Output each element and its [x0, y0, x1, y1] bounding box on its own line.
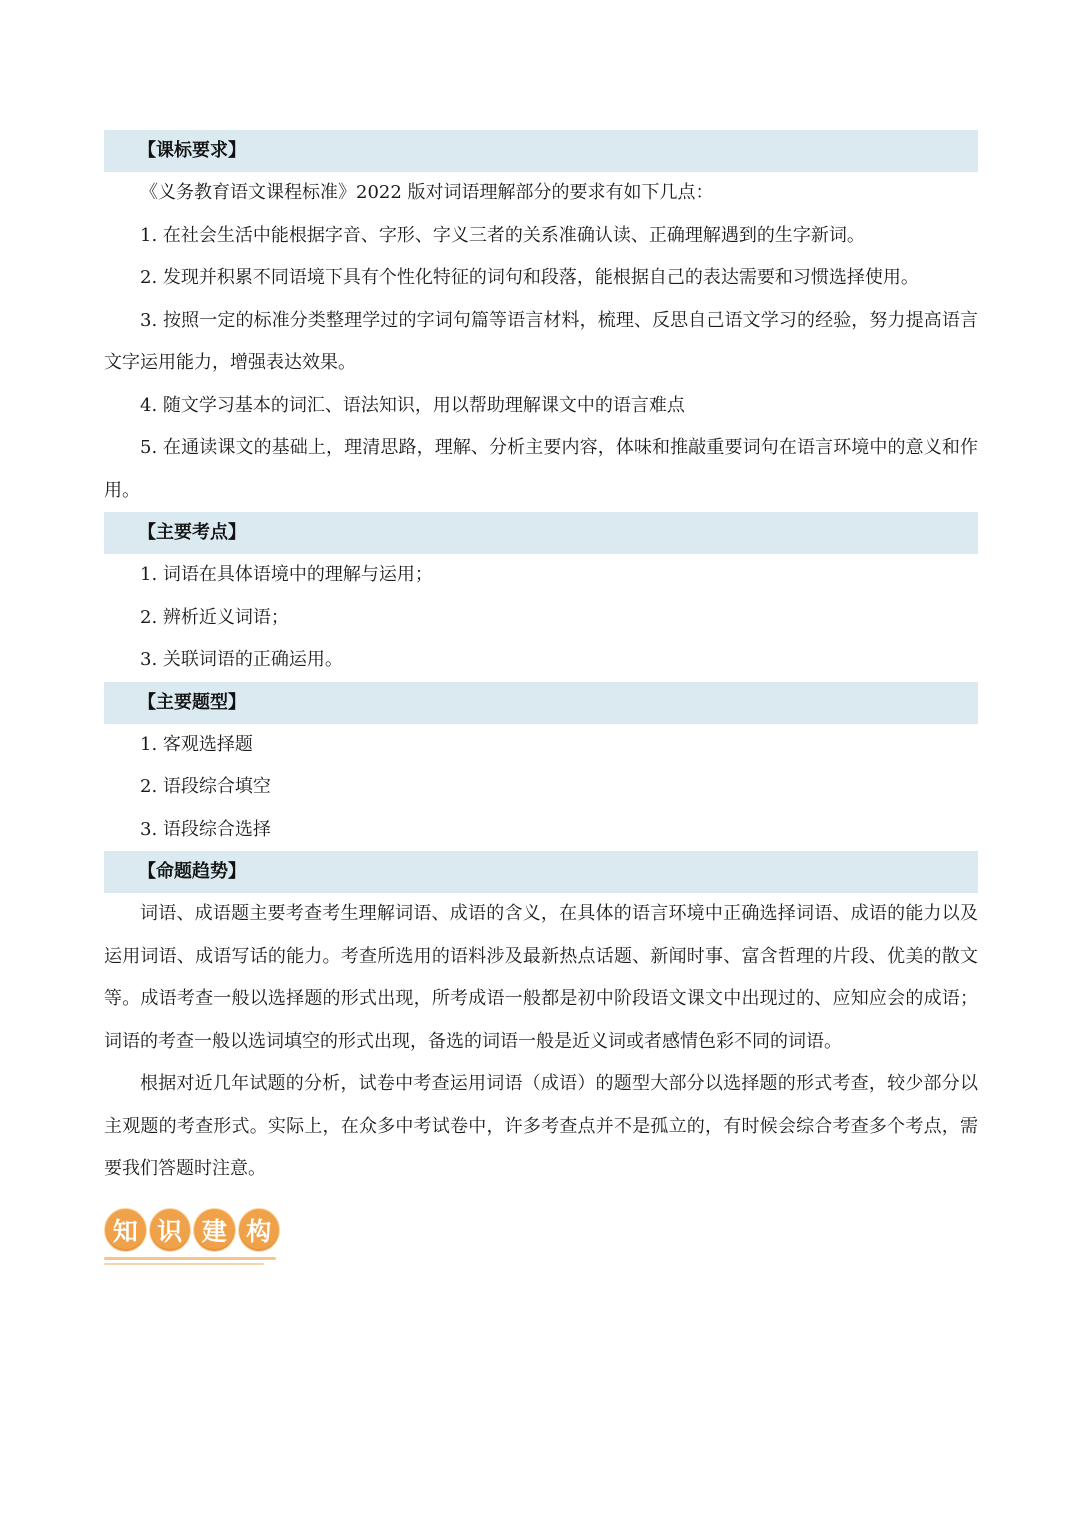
knowledge-structure-badge	[104, 1208, 280, 1264]
paragraph: 1. 词语在具体语境中的理解与运用；	[140, 564, 433, 585]
badge-chars	[104, 1208, 280, 1252]
paragraph: 3. 按照一定的标准分类整理学过的字词句篇等语言材料，梳理、反思自己语文学习的经验，努力提高语言文字运用能力，增强表达效果。	[104, 309, 978, 373]
section-header: 【主要考点】	[104, 512, 978, 554]
paragraph: 词语、成语题主要考查考生理解词语、成语的含义，在具体的语言环境中正确选择词语、成语的能力以及运用词语、成语写话的能力。考查所选用的语料涉及最新热点话题、新闻时事、富含哲理的片段、优美的散文等。成语考查一般以选择题的形式出现，所考成语一般都是初中阶段语文课文中出现过的、应知应会的成语；词语的考查一般以选词填空的形式出现，备选的词语一般是近义词或者感情色彩不同的词语。	[104, 903, 978, 1052]
paragraph: 3. 语段综合选择	[140, 818, 271, 840]
paragraph: 5. 在通读课文的基础上，理清思路，理解、分析主要内容，体味和推敲重要词句在语言环境中的意义和作用。	[104, 437, 978, 501]
section-header: 【课标要求】	[104, 130, 978, 172]
paragraph: 2. 发现并积累不同语境下具有个性化特征的词句和段落，能根据自己的表达需要和习惯选择使用。	[140, 267, 919, 288]
section-header: 【命题趋势】	[104, 851, 978, 893]
section-curriculum	[104, 130, 978, 512]
badge-char: 知	[104, 1208, 147, 1252]
paragraph: 2. 语段综合填空	[140, 776, 271, 797]
paragraph: 1. 在社会生活中能根据字音、字形、字义三者的关系准确认读、正确理解遇到的生字新词。	[140, 224, 865, 246]
section-trends	[104, 851, 978, 1191]
section-header: 【主要题型】	[104, 682, 978, 724]
paragraph: 3. 关联词语的正确运用。	[140, 649, 343, 670]
paragraph: 1. 客观选择题	[140, 733, 253, 755]
paragraph: 《义务教育语文课程标准》2022 版对词语理解部分的要求有如下几点：	[140, 182, 714, 203]
paragraph: 2. 辨析近义词语；	[140, 606, 289, 628]
section-question-types	[104, 682, 978, 852]
paragraph: 根据对近几年试题的分析，试卷中考查运用词语（成语）的题型大部分以选择题的形式考查，较少部分以主观题的考查形式。实际上，在众多中考试卷中，许多考查点并不是孤立的，有时候会综合考查多个考点，需要我们答题时注意。	[104, 1073, 978, 1179]
section-key-points	[104, 512, 978, 682]
document-page	[104, 130, 978, 1191]
paragraph: 4. 随文学习基本的词汇、语法知识，用以帮助理解课文中的语言难点	[140, 394, 685, 416]
badge-underline	[104, 1263, 264, 1265]
badge-char: 建	[193, 1208, 236, 1252]
badge-char: 识	[149, 1208, 192, 1252]
badge-underline	[104, 1257, 276, 1260]
badge-char: 构	[238, 1208, 281, 1252]
